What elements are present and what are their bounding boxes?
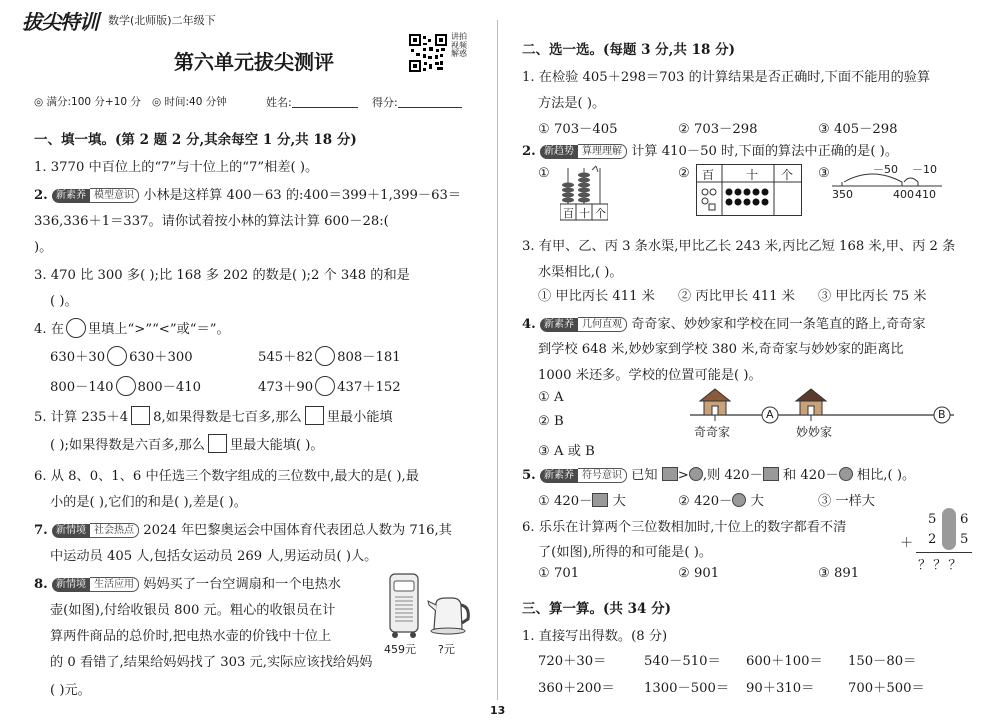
time-label: ◎ 时间:40 分钟 xyxy=(152,96,227,108)
section1-heading: 一、填一填。(第 2 题 2 分,其余每空 1 分,共 18 分) xyxy=(34,132,357,148)
option[interactable]: ① 420－ 大 xyxy=(538,494,626,509)
option[interactable]: ③ 一样大 xyxy=(818,494,875,509)
tag-new-literacy: 新素养 几何直观 xyxy=(540,317,627,332)
circle-symbol-icon xyxy=(839,467,853,481)
compare-item: 800－140 800－410 xyxy=(50,376,201,396)
tag-new-trend: 新趋势 算理理解 xyxy=(540,144,627,159)
section3-heading: 三、算一算。(共 34 分) xyxy=(522,601,671,617)
question-1-8: 8. 新情境 生活应用 妈妈买了一台空调扇和一个电热水 xyxy=(34,577,341,592)
digit: 6 xyxy=(960,512,969,527)
result-unknown: ？？？ xyxy=(918,558,964,573)
calc-item: 540－510＝ xyxy=(644,654,721,669)
answer-box[interactable] xyxy=(208,434,227,453)
option[interactable]: ① 701 xyxy=(538,566,580,581)
question-2-4-line2: 到学校 648 米,妙妙家到学校 380 米,奇奇家与妙妙家的距离比 xyxy=(538,342,904,357)
digit: 5 xyxy=(960,532,969,547)
page-title: 第六单元拔尖测评 xyxy=(174,50,334,74)
calc-item: 1300－500＝ xyxy=(644,681,730,696)
question-1-2: 2. 新素养 模型意识 小林是这样算 400－63 的:400＝399＋1,399－63＝ xyxy=(34,188,462,203)
abacus-label: 个 xyxy=(595,207,606,220)
compare-circle[interactable] xyxy=(315,346,335,366)
score-label: 得分: xyxy=(372,94,462,110)
calc-item: 720＋30＝ xyxy=(538,654,607,669)
numline-label: 400 xyxy=(893,188,914,201)
option[interactable]: ② 丙比甲长 411 米 xyxy=(678,289,795,304)
question-1-2-line3: )。 xyxy=(34,240,53,255)
name-field[interactable] xyxy=(292,94,358,108)
calc-item: 90＋310＝ xyxy=(746,681,815,696)
answer-box[interactable] xyxy=(131,406,150,425)
compare-circle[interactable] xyxy=(116,376,136,396)
fan-price: 459元 xyxy=(384,643,416,656)
option[interactable]: ② xyxy=(678,166,690,181)
question-1-8-line5: ( )元。 xyxy=(50,683,91,698)
circle-symbol-icon xyxy=(689,467,703,481)
question-2-1-line2: 方法是( )。 xyxy=(538,96,606,111)
name-label: 姓名: xyxy=(266,94,358,110)
tag-new-context: 新情境 生活应用 xyxy=(52,577,139,592)
question-2-6-line2: 了(如图),所得的和可能是( )。 xyxy=(538,545,713,560)
question-2-3: 3. 有甲、乙、丙 3 条水渠,甲比乙长 243 米,丙比乙短 168 米,甲、丙 2 条 xyxy=(522,239,956,254)
question-2-6: 6. 乐乐在计算两个三位数相加时,十位上的数字都看不清 xyxy=(522,520,847,535)
full-score-label: ◎ 满分:100 分+10 分 xyxy=(34,96,141,108)
brand-logo: 拔尖特训 xyxy=(22,10,98,34)
abacus-label: 十 xyxy=(579,207,590,220)
question-1-6: 6. 从 8、0、1、6 中任选三个数字组成的三位数中,最大的是( ),最 xyxy=(34,469,419,484)
calc-item: 360＋200＝ xyxy=(538,681,615,696)
compare-item: 545＋82 808－181 xyxy=(258,346,401,366)
answer-box[interactable] xyxy=(305,406,324,425)
numline-label: 350 xyxy=(832,188,853,201)
question-2-2: 2. 新趋势 算理理解 计算 410－50 时,下面的算法中正确的是( )。 xyxy=(522,144,899,159)
compare-circle-icon xyxy=(66,318,86,338)
question-1-8-line3: 算两件商品的总价时,把电热水壶的价钱中十位上 xyxy=(50,629,332,644)
table-header: 个 xyxy=(781,168,794,182)
question-1-4: 4. 在 里填上“>”“<”或“＝”。 xyxy=(34,318,230,338)
option[interactable]: ③ A 或 B xyxy=(538,444,595,459)
option[interactable]: ③ 405－298 xyxy=(818,122,898,137)
tag-new-literacy: 新素养 模型意识 xyxy=(52,188,139,203)
question-1-8-line4: 的 0 看错了,结果给妈妈找了 303 元,实际应该找给妈妈 xyxy=(50,655,373,670)
option[interactable]: ① xyxy=(538,166,550,181)
compare-circle[interactable] xyxy=(315,376,335,396)
digit: 2 xyxy=(928,532,937,547)
kettle-price: ?元 xyxy=(438,643,455,656)
option[interactable]: ③ xyxy=(818,166,830,181)
section2-heading: 二、选一选。(每题 3 分,共 18 分) xyxy=(522,42,735,58)
abacus-label: 百 xyxy=(563,207,574,220)
question-2-4-line3: 1000 米还多。学校的位置可能是( )。 xyxy=(538,368,762,383)
option[interactable]: ① 甲比丙长 411 米 xyxy=(538,289,655,304)
square-symbol-icon xyxy=(662,467,678,481)
house-icon xyxy=(700,389,730,415)
option[interactable]: ② 703－298 xyxy=(678,122,758,137)
qr-code-icon xyxy=(409,34,447,72)
point-label: B xyxy=(938,408,946,421)
option[interactable]: ① 703－405 xyxy=(538,122,618,137)
calc-item: 150－80＝ xyxy=(848,654,917,669)
question-1-8-line2: 壶(如图),付给收银员 800 元。粗心的收银员在计 xyxy=(50,603,336,618)
compare-circle[interactable] xyxy=(107,346,127,366)
question-1-3: 3. 470 比 300 多( );比 168 多 202 的数是( );2 个 348 的和是 xyxy=(34,268,410,283)
option[interactable]: ② 420－ 大 xyxy=(678,494,764,509)
option[interactable]: ③ 891 xyxy=(818,566,860,581)
sum-line xyxy=(916,552,972,553)
subject-label: 数学(北师版)二年级下 xyxy=(108,14,216,27)
option[interactable]: ② 901 xyxy=(678,566,720,581)
question-1-5: 5. 计算 235＋4 8,如果得数是七百多,那么 里最小能填 xyxy=(34,406,393,425)
option[interactable]: ① A xyxy=(538,390,564,405)
question-2-5: 5. 新素养 符号意识 已知 > ,则 420－ 和 420－ 相比,( )。 xyxy=(522,468,916,483)
question-1-2-line2: 336,336＋1＝337。请你试着按小林的算法计算 600－28:( xyxy=(34,214,389,229)
question-1-5-line2: ( );如果得数是六百多,那么 里最大能填( )。 xyxy=(50,434,324,453)
page-number: 13 xyxy=(490,704,506,717)
option[interactable]: ② B xyxy=(538,414,564,429)
question-2-4: 4. 新素养 几何直观 奇奇家、妙妙家和学校在同一条笔直的路上,奇奇家 xyxy=(522,317,926,332)
point-label: A xyxy=(766,408,774,421)
kettle-icon xyxy=(426,593,472,639)
numline-label: －50 xyxy=(873,163,898,176)
calc-item: 700＋500＝ xyxy=(848,681,925,696)
home-label: 妙妙家 xyxy=(796,425,833,439)
score-field[interactable] xyxy=(398,94,462,108)
question-1-1: 1. 3770 中百位上的“7”与十位上的“7”相差( )。 xyxy=(34,160,319,175)
circle-symbol-icon xyxy=(732,493,746,507)
square-symbol-icon xyxy=(592,493,608,507)
question-1-3-line2: ( )。 xyxy=(50,294,78,309)
question-2-3-line2: 水渠相比,( )。 xyxy=(538,265,623,280)
tag-new-literacy: 新素养 符号意识 xyxy=(540,468,627,483)
digit: 5 xyxy=(928,512,937,527)
plus-sign: ＋ xyxy=(900,536,914,551)
square-symbol-icon xyxy=(763,467,779,481)
house-icon xyxy=(796,389,826,415)
compare-item: 630＋30 630＋300 xyxy=(50,346,193,366)
tag-new-context: 新情境 社会热点 xyxy=(52,523,139,538)
compare-item: 473＋90 437＋152 xyxy=(258,376,401,396)
column-divider xyxy=(497,20,498,700)
table-header: 百 xyxy=(702,168,715,182)
option[interactable]: ③ 甲比丙长 75 米 xyxy=(818,289,927,304)
table-header: 十 xyxy=(746,168,759,182)
ink-smudge xyxy=(942,508,956,550)
question-2-1: 1. 在检验 405＋298＝703 的计算结果是否正确时,下面不能用的验算 xyxy=(522,70,931,85)
air-fan-icon xyxy=(386,573,422,643)
calc-item: 600＋100＝ xyxy=(746,654,823,669)
qr-caption: 讲拍视频解惑 xyxy=(451,32,467,58)
numline-label: －10 xyxy=(912,163,937,176)
question-3-1: 1. 直接写出得数。(8 分) xyxy=(522,629,668,644)
numline-label: 410 xyxy=(915,188,936,201)
question-1-7-line2: 中运动员 405 人,包括女运动员 269 人,男运动员( )人。 xyxy=(50,549,378,564)
home-label: 奇奇家 xyxy=(694,425,731,439)
question-1-7: 7. 新情境 社会热点 2024 年巴黎奥运会中国体育代表团总人数为 716,其 xyxy=(34,523,452,538)
question-1-6-line2: 小的是( ),它们的和是( ),差是( )。 xyxy=(50,495,247,510)
